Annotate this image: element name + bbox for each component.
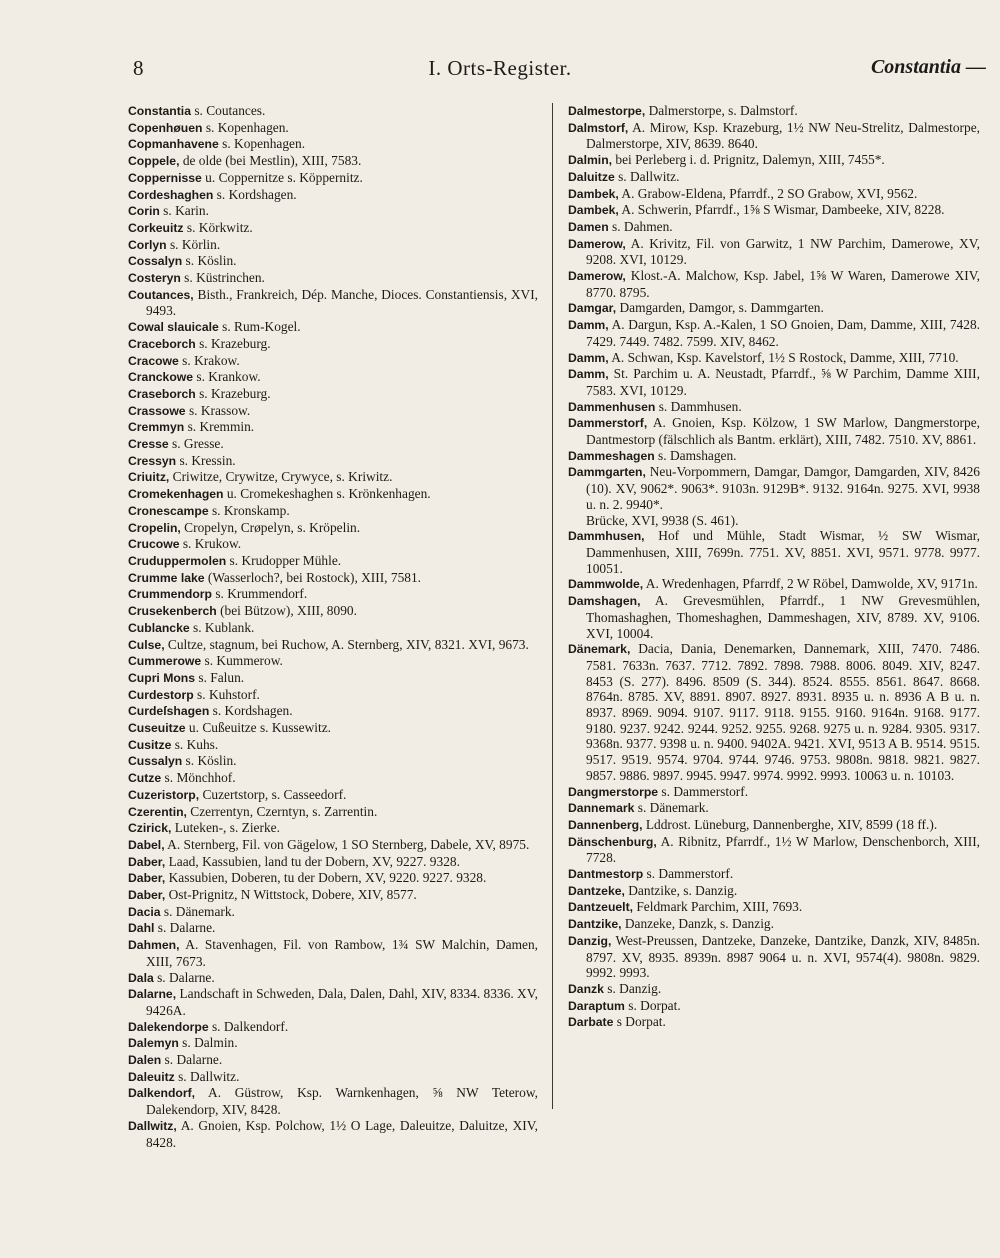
index-entry [128, 287, 538, 319]
index-entry [128, 520, 538, 537]
entry-text: s. Kublank. [189, 619, 255, 635]
entry-headword: Damm, [568, 367, 609, 382]
entry-text: Criwitze, Crywitze, Crywyce, s. Kriwitz. [169, 469, 393, 485]
index-entry [568, 186, 980, 203]
index-entry [128, 986, 538, 1018]
entry-text: s. Dalarne. [153, 969, 215, 985]
entry-headword: Danzig, [568, 933, 612, 948]
entry-text: St. Parchim u. A. Neustadt, Pfarrdf., ⅝ W Parchim, Damme XIII, 7583. XVI, 10129. [586, 366, 980, 398]
entry-headword: Crumme lake [128, 570, 205, 585]
entry-text: s. Kopenhagen. [202, 119, 289, 135]
entry-text: A. Grevesmühlen, Pfarrdf., 1 NW Grevesmühlen, Thomashaghen, Thomeshaghen, Dammeshagen, XIV, 8789. XV, 9106. XVI, 10004. [586, 593, 980, 641]
entry-text: Dantzike, s. Danzig. [624, 882, 738, 898]
entry-text: s. Dallwitz. [614, 168, 680, 184]
index-entry [128, 503, 538, 520]
index-entry [128, 1035, 538, 1052]
index-entry [128, 353, 538, 370]
entry-headword: Cusitze [128, 737, 172, 752]
entry-text: s. Dammhusen. [655, 398, 742, 414]
index-entry [568, 834, 980, 866]
entry-headword: Constantia [128, 104, 191, 118]
entry-headword: Dalarne, [128, 987, 177, 1002]
entry-text: s. Köslin. [182, 753, 237, 769]
entry-headword: Cordeshaghen [128, 187, 214, 202]
entry-text: Feldmark Parchim, XIII, 7693. [633, 899, 803, 915]
entry-headword: Daluitze [568, 169, 615, 184]
index-entry [568, 448, 980, 465]
index-entry [568, 916, 980, 933]
entry-headword: Cowal slauicale [128, 320, 219, 335]
entry-text: s. Krakow. [178, 352, 240, 368]
entry-headword: Dammgarten, [568, 465, 646, 480]
entry-headword: Cossalyn [128, 254, 183, 269]
index-entry [128, 753, 538, 770]
entry-text: A. Dargun, Ksp. A.-Kalen, 1 SO Gnoien, Dam, Damme, XIII, 7428. 7429. 7449. 7482. 7599. XIV, 8462. [586, 317, 980, 349]
index-entry [568, 981, 980, 998]
entry-headword: Dahmen, [128, 938, 180, 953]
entry-headword: Damen [568, 219, 609, 234]
index-entry [568, 399, 980, 416]
entry-headword: Dambek, [568, 186, 619, 201]
index-entry [568, 103, 980, 120]
entry-headword: Cummerowe [128, 654, 202, 669]
entry-headword: Dangmerstorpe [568, 784, 659, 799]
index-entry [128, 670, 538, 687]
index-entry [568, 866, 980, 883]
entry-headword: Coppernisse [128, 170, 202, 185]
entry-text: u. Coppernitze s. Köppernitz. [201, 169, 363, 185]
index-entry [128, 887, 538, 904]
entry-text: s. Dahmen. [608, 218, 673, 234]
entry-headword: Dantzeke, [568, 883, 625, 898]
entry-headword: Curdestorp [128, 687, 194, 702]
entry-headword: Coppele, [128, 154, 180, 169]
index-entry [128, 1052, 538, 1069]
index-entry [568, 366, 980, 398]
entry-text: Ost-Prignitz, N Wittstock, Dobere, XIV, 8577. [165, 887, 417, 903]
index-entry [128, 237, 538, 254]
entry-headword: Damerow, [568, 236, 626, 251]
entry-text: Landschaft in Schweden, Dala, Dalen, Dahl, XIV, 8334. 8336. XV, 9426A. [146, 986, 538, 1018]
entry-headword: Damm, [568, 350, 609, 365]
entry-headword: Dahl [128, 921, 155, 936]
index-entry [128, 820, 538, 837]
entry-text: s Dorpat. [613, 1014, 666, 1030]
right-column [568, 103, 980, 1031]
index-entry [128, 720, 538, 737]
entry-headword: Dammenhusen [568, 399, 656, 414]
entry-text: Cuzertstorp, s. Casseedorf. [199, 786, 347, 802]
entry-headword: Dambek, [568, 203, 619, 218]
entry-text: s. Köslin. [182, 253, 237, 269]
entry-text: u. Cromekeshaghen s. Krönkenhagen. [223, 486, 431, 502]
index-entry [128, 787, 538, 804]
index-entry [128, 620, 538, 637]
entry-headword: Daraptum [568, 998, 625, 1013]
entry-text: s. Dänemark. [634, 800, 709, 816]
entry-text: s. Dalkendorf. [208, 1018, 289, 1034]
index-entry [128, 203, 538, 220]
index-entry [568, 300, 980, 317]
index-entry [128, 253, 538, 270]
entry-text: West-Preussen, Dantzeke, Danzeke, Dantzike, Danzk, XIV, 8485n. 8797. XV, 8935. 8939n. 8987 9064 u. n. XVI, 9574(4). 9808n. 9829. 9992. 9993. [586, 932, 980, 981]
entry-text: A. Schwan, Ksp. Kavelstorf, 1½ S Rostock, Damme, XIII, 7710. [608, 349, 959, 365]
index-entry [128, 103, 538, 120]
index-entry [128, 837, 538, 854]
entry-headword: Dantzeuelt, [568, 900, 634, 915]
page-number: 8 [133, 56, 144, 80]
entry-text: s. Dänemark. [160, 903, 235, 919]
entry-text: A. Ribnitz, Pfarrdf., 1½ W Marlow, Denschenborch, XIII, 7728. [586, 833, 980, 866]
index-entry [128, 703, 538, 720]
entry-text: Klost.-A. Malchow, Ksp. Jabel, 1⅝ W Waren, Damerowe XIV, 8770. 8795. [586, 268, 980, 300]
entry-text: s. Kummerow. [201, 653, 283, 669]
entry-text: s. Kuhstorf. [193, 686, 260, 702]
entry-headword: Cussalyn [128, 754, 183, 769]
index-entry [128, 170, 538, 187]
entry-text: s. Kordshagen. [213, 186, 297, 202]
index-entry [568, 202, 980, 219]
entry-text: s. Krazeburg. [195, 335, 271, 351]
entry-text: s. Krummendorf. [211, 586, 308, 602]
entry-headword: Czerentin, [128, 804, 187, 819]
index-entry [128, 603, 538, 620]
left-column [128, 103, 538, 1150]
entry-text: A. Mirow, Ksp. Krazeburg, 1½ NW Neu-Strelitz, Dalmestorpe, Dalmerstorpe, XIV, 8639. 8640. [586, 119, 980, 152]
entry-text: s. Dalarne. [161, 1052, 223, 1068]
index-entry [128, 153, 538, 170]
entry-text: s. Krukow. [179, 536, 242, 552]
entry-headword: Culse, [128, 637, 165, 652]
page-title: I. Orts-Register. [428, 56, 572, 80]
index-entry [128, 536, 538, 553]
entry-headword: Crummendorp [128, 587, 212, 602]
index-entry [128, 319, 538, 336]
entry-headword: Crusekenberch [128, 604, 217, 619]
entry-text: s. Kremmin. [184, 419, 255, 435]
entry-headword: Dänemark, [568, 642, 631, 657]
entry-headword: Cranckowe [128, 370, 194, 385]
index-entry [568, 152, 980, 169]
index-entry [128, 854, 538, 871]
index-entry [128, 419, 538, 436]
entry-headword: Damm, [568, 318, 609, 333]
index-entry [568, 219, 980, 236]
entry-headword: Dala [128, 970, 154, 985]
entry-headword: Cracowe [128, 353, 179, 368]
index-entry [128, 653, 538, 670]
entry-text: s. Karin. [159, 203, 209, 219]
entry-headword: Crassowe [128, 403, 186, 418]
index-entry [128, 270, 538, 287]
entry-text: Hof und Mühle, Stadt Wismar, ½ SW Wismar, Dammenhusen, XIII, 7699n. 7751. XV, 8851. XVI, 9571. 9778. 9977. 10051. [586, 528, 980, 576]
entry-text: s. Dammerstorf. [658, 783, 749, 799]
entry-headword: Cresse [128, 437, 169, 452]
index-entry [128, 920, 538, 937]
entry-text: A. Grabow-Eldena, Pfarrdf., 2 SO Grabow, XVI, 9562. [618, 185, 918, 201]
entry-headword: Dalmestorpe, [568, 104, 646, 118]
entry-headword: Daleuitz [128, 1069, 175, 1084]
entry-text: Damgarden, Damgor, s. Dammgarten. [616, 300, 824, 316]
entry-headword: Damerow, [568, 269, 626, 284]
entry-headword: Dalemyn [128, 1036, 179, 1051]
entry-headword: Dänschenburg, [568, 834, 657, 849]
index-entry [128, 570, 538, 587]
entry-text: Danzeke, Danzk, s. Danzig. [621, 916, 774, 932]
entry-headword: Daber, [128, 871, 166, 886]
index-entry [128, 436, 538, 453]
entry-headword: Cupri Mons [128, 670, 196, 685]
index-entry [568, 899, 980, 916]
entry-text: s. Küstrinchen. [180, 270, 265, 286]
index-entry [128, 403, 538, 420]
entry-text: Lddrost. Lüneburg, Dannenberghe, XIV, 8599 (18 ff.). [642, 816, 938, 832]
entry-text: s. Dalmin. [178, 1035, 238, 1051]
index-entry [568, 998, 980, 1015]
entry-text: Cultze, stagnum, bei Ruchow, A. Sternberg, XIV, 8321. XVI, 9673. [164, 636, 529, 652]
entry-text: s. Rum-Kogel. [218, 319, 301, 335]
entry-headword: Curdeſshagen [128, 704, 210, 719]
entry-headword: Cromekenhagen [128, 487, 224, 502]
entry-text: s. Kronskamp. [208, 502, 290, 518]
index-entry [128, 336, 538, 353]
entry-text: A. Wredenhagen, Pfarrdf, 2 W Röbel, Damwolde, XV, 9171n. [643, 576, 978, 592]
entry-text: s. Dalarne. [154, 920, 216, 936]
entry-text: Czerrentyn, Czerntyn, s. Zarrentin. [186, 803, 378, 819]
entry-text: A. Stavenhagen, Fil. von Rambow, 1¾ SW Malchin, Damen, XIII, 7673. [146, 937, 538, 969]
entry-text: s. Mönchhof. [161, 770, 236, 786]
index-entry [128, 737, 538, 754]
entry-text: Laad, Kassubien, land tu der Dobern, XV, 9227. 9328. [165, 853, 460, 869]
entry-text: Neu-Vorpommern, Damgar, Damgor, Damgarden, XIV, 8426 (10). XV, 9062*. 9063*. 9103n. 9129B*. 9132. 9164n. 9275. XVI, 9938 u. n. 2. 9940*. [586, 464, 980, 512]
entry-headword: Dabel, [128, 837, 165, 852]
entry-headword: Craceborch [128, 336, 196, 351]
index-entry [568, 933, 980, 981]
entry-text: s. Kressin. [176, 452, 236, 468]
entry-text: A. Güstrow, Ksp. Warnkenhagen, ⅝ NW Teterow, Dalekendorp, XIV, 8428. [146, 1085, 538, 1118]
entry-text: s. Dorpat. [624, 997, 681, 1013]
index-entry [128, 1019, 538, 1036]
index-entry [128, 970, 538, 987]
index-entry [568, 350, 980, 367]
entry-headword: Danzk [568, 981, 604, 996]
index-entry [128, 770, 538, 787]
index-entry [128, 904, 538, 921]
index-entry [568, 268, 980, 300]
entry-text: Dalmerstorpe, s. Dalmstorf. [645, 103, 798, 118]
index-entry [568, 528, 980, 576]
entry-headword: Copenhøuen [128, 120, 203, 135]
entry-headword: Costeryn [128, 271, 181, 286]
entry-headword: Daber, [128, 888, 166, 903]
index-entry [568, 593, 980, 641]
entry-headword: Daber, [128, 854, 166, 869]
entry-headword: Cutze [128, 771, 162, 786]
index-entry [568, 817, 980, 834]
index-entry [568, 784, 980, 801]
catchword: Constantia — [870, 56, 986, 78]
entry-text: (bei Bützow), XIII, 8090. [216, 603, 357, 619]
entry-headword: Cruduppermolen [128, 553, 227, 568]
index-entry [128, 453, 538, 470]
index-entry [568, 317, 980, 349]
entry-text: Kassubien, Doberen, tu der Dobern, XV, 9220. 9227. 9328. [165, 870, 487, 886]
index-entry [128, 937, 538, 969]
index-entry [568, 415, 980, 447]
entry-headword: Dalmstorf, [568, 120, 629, 135]
entry-text: s. Krankow. [193, 369, 261, 385]
index-entry [568, 464, 980, 512]
index-entry [128, 637, 538, 654]
index-entry [128, 870, 538, 887]
entry-headword: Crucowe [128, 537, 180, 552]
index-entry [568, 236, 980, 268]
entry-text: de olde (bei Mestlin), XIII, 7583. [179, 153, 362, 169]
index-entry [128, 386, 538, 403]
entry-headword: Damshagen, [568, 594, 641, 609]
entry-headword: Cremmyn [128, 420, 185, 435]
entry-headword: Cropelin, [128, 520, 181, 535]
index-entry [128, 187, 538, 204]
index-entry [128, 687, 538, 704]
index-entry [568, 576, 980, 593]
entry-headword: Dalkendorf, [128, 1086, 196, 1101]
entry-headword: Cronescampe [128, 503, 209, 518]
entry-text: Bisth., Frankreich, Dép. Manche, Dioces. Constantiensis, XVI, 9493. [146, 286, 538, 319]
entry-text: A. Schwerin, Pfarrdf., 1⅝ S Wismar, Dambeeke, XIV, 8228. [618, 202, 945, 218]
entry-headword: Coutances, [128, 287, 194, 302]
entry-text: s. Krazeburg. [195, 385, 271, 401]
entry-headword: Corkeuitz [128, 220, 184, 235]
entry-headword: Dacia [128, 904, 161, 919]
entry-text: s. Körlin. [166, 236, 221, 252]
index-entry [128, 1085, 538, 1117]
index-entry [128, 120, 538, 137]
entry-text: A. Gnoien, Ksp. Kölzow, 1 SW Marlow, Dangmerstorpe, Dantmestorp (fälschlich als Bantm. erklärt), XIII, 7482. 7510. XV, 8861. [586, 415, 980, 448]
entry-text: Dacia, Dania, Denemarken, Dannemark, XIII, 7470. 7486. 7581. 7633n. 7637. 7712. 7892. 7898. 7988. 8006. 8049. XIV, 8247. 8453 (S. 277). 8496. 8509 (S. 344). 8524. 8555. 8561. 8647. 8668. 8764n. 8785. XV, 8891. 8907. 8927. 8931. 8935 u. n. 8936 A B u. n. 8937. 8969. 9094. 9107. 9117. 9118. 9155. 9160. 9164n. 9168. 9177. 9180. 9237. 9242. 9244. 9252. 9255. 9268. 9275 u. n. 9284. 9305. 9317. 9368n. 9377. 9398 u. n. 9400. 9402A. 9421. XVI, 9513 A B. 9514. 9515. 9517. 9519. 9574. 9704. 9744. 9746. 9753. 9808n. 9818. 9821. 9827. 9857. 9886. 9897. 9945. 9947. 9974. 9992. 9993. 10063 u. n. 10103. [586, 641, 980, 783]
entry-headword: Cressyn [128, 453, 177, 468]
entry-headword: Dalmin, [568, 153, 613, 168]
index-entry [568, 120, 980, 152]
entry-text: Luteken-, s. Zierke. [171, 820, 280, 836]
entry-headword: Cuseuitze [128, 721, 186, 736]
entry-headword: Corlyn [128, 237, 167, 252]
entry-text: (Wasserloch?, bei Rostock), XIII, 7581. [204, 569, 422, 585]
index-entry [128, 220, 538, 237]
index-entry [568, 169, 980, 186]
index-entry [128, 804, 538, 821]
entry-headword: Czirick, [128, 821, 172, 836]
entry-headword: Dalen [128, 1053, 162, 1068]
index-entry [128, 486, 538, 503]
entry-text: s. Gresse. [168, 436, 224, 452]
entry-text: s. Krudopper Mühle. [226, 552, 342, 568]
index-entry [568, 800, 980, 817]
index-entry [568, 883, 980, 900]
entry-headword: Dalekendorpe [128, 1019, 209, 1034]
entry-text: s. Krassow. [185, 402, 251, 418]
entry-headword: Dallwitz, [128, 1118, 177, 1133]
entry-headword: Damgar, [568, 301, 617, 316]
entry-headword: Cuzeristorp, [128, 787, 200, 802]
entry-text: bei Perleberg i. d. Prignitz, Dalemyn, XIII, 7455*. [612, 152, 885, 168]
entry-headword: Cublancke [128, 620, 190, 635]
entry-headword: Dammhusen, [568, 529, 645, 544]
entry-headword: Dammeshagen [568, 448, 655, 463]
index-entry [568, 641, 980, 783]
entry-headword: Darbate [568, 1015, 614, 1030]
index-entry [128, 369, 538, 386]
entry-text: A. Krivitz, Fil. von Garwitz, 1 NW Parchim, Damerowe, XV, 9208. XVI, 10129. [586, 235, 980, 268]
entry-text: A. Sternberg, Fil. von Gägelow, 1 SO Sternberg, Dabele, XV, 8975. [164, 836, 530, 852]
index-entry [128, 553, 538, 570]
entry-headword: Corin [128, 204, 160, 219]
index-entry [128, 1069, 538, 1086]
entry-headword: Dammwolde, [568, 577, 644, 592]
index-entry [128, 1118, 538, 1150]
entry-text: s. Danzig. [603, 980, 662, 996]
entry-text: s. Falun. [195, 669, 245, 685]
entry-text: s. Dallwitz. [174, 1068, 240, 1084]
entry-text: Cropelyn, Crøpelyn, s. Kröpelin. [180, 519, 361, 535]
entry-text: s. Kordshagen. [209, 703, 293, 719]
entry-headword: Dantzike, [568, 917, 622, 932]
entry-text: s. Kuhs. [171, 736, 219, 752]
entry-text: s. Coutances. [190, 103, 266, 118]
entry-headword: Copmanhavene [128, 137, 219, 152]
entry-text: u. Cußeuitze s. Kussewitz. [185, 720, 331, 736]
entry-text: s. Damshagen. [654, 447, 737, 463]
entry-headword: Dantmestorp [568, 867, 644, 882]
index-entry [568, 1014, 980, 1031]
entry-text: s. Kopenhagen. [218, 136, 306, 152]
page-header [0, 56, 1000, 86]
column-divider [552, 103, 553, 1109]
index-entry [128, 586, 538, 603]
entry-text: s. Körkwitz. [183, 219, 253, 235]
entry-headword: Criuitz, [128, 470, 170, 485]
entry-headword: Dannemark [568, 801, 635, 816]
entry-headword: Dammerstorf, [568, 416, 648, 431]
index-entry [128, 469, 538, 486]
entry-text: A. Gnoien, Ksp. Polchow, 1½ O Lage, Daleuitze, Daluitze, XIV, 8428. [146, 1117, 538, 1150]
entry-headword: Craseborch [128, 386, 196, 401]
entry-text: s. Dammerstorf. [643, 866, 734, 882]
entry-headword: Dannenberg, [568, 817, 643, 832]
index-entry [128, 136, 538, 153]
index-subentry: Brücke, XVI, 9938 (S. 461). [586, 512, 739, 528]
